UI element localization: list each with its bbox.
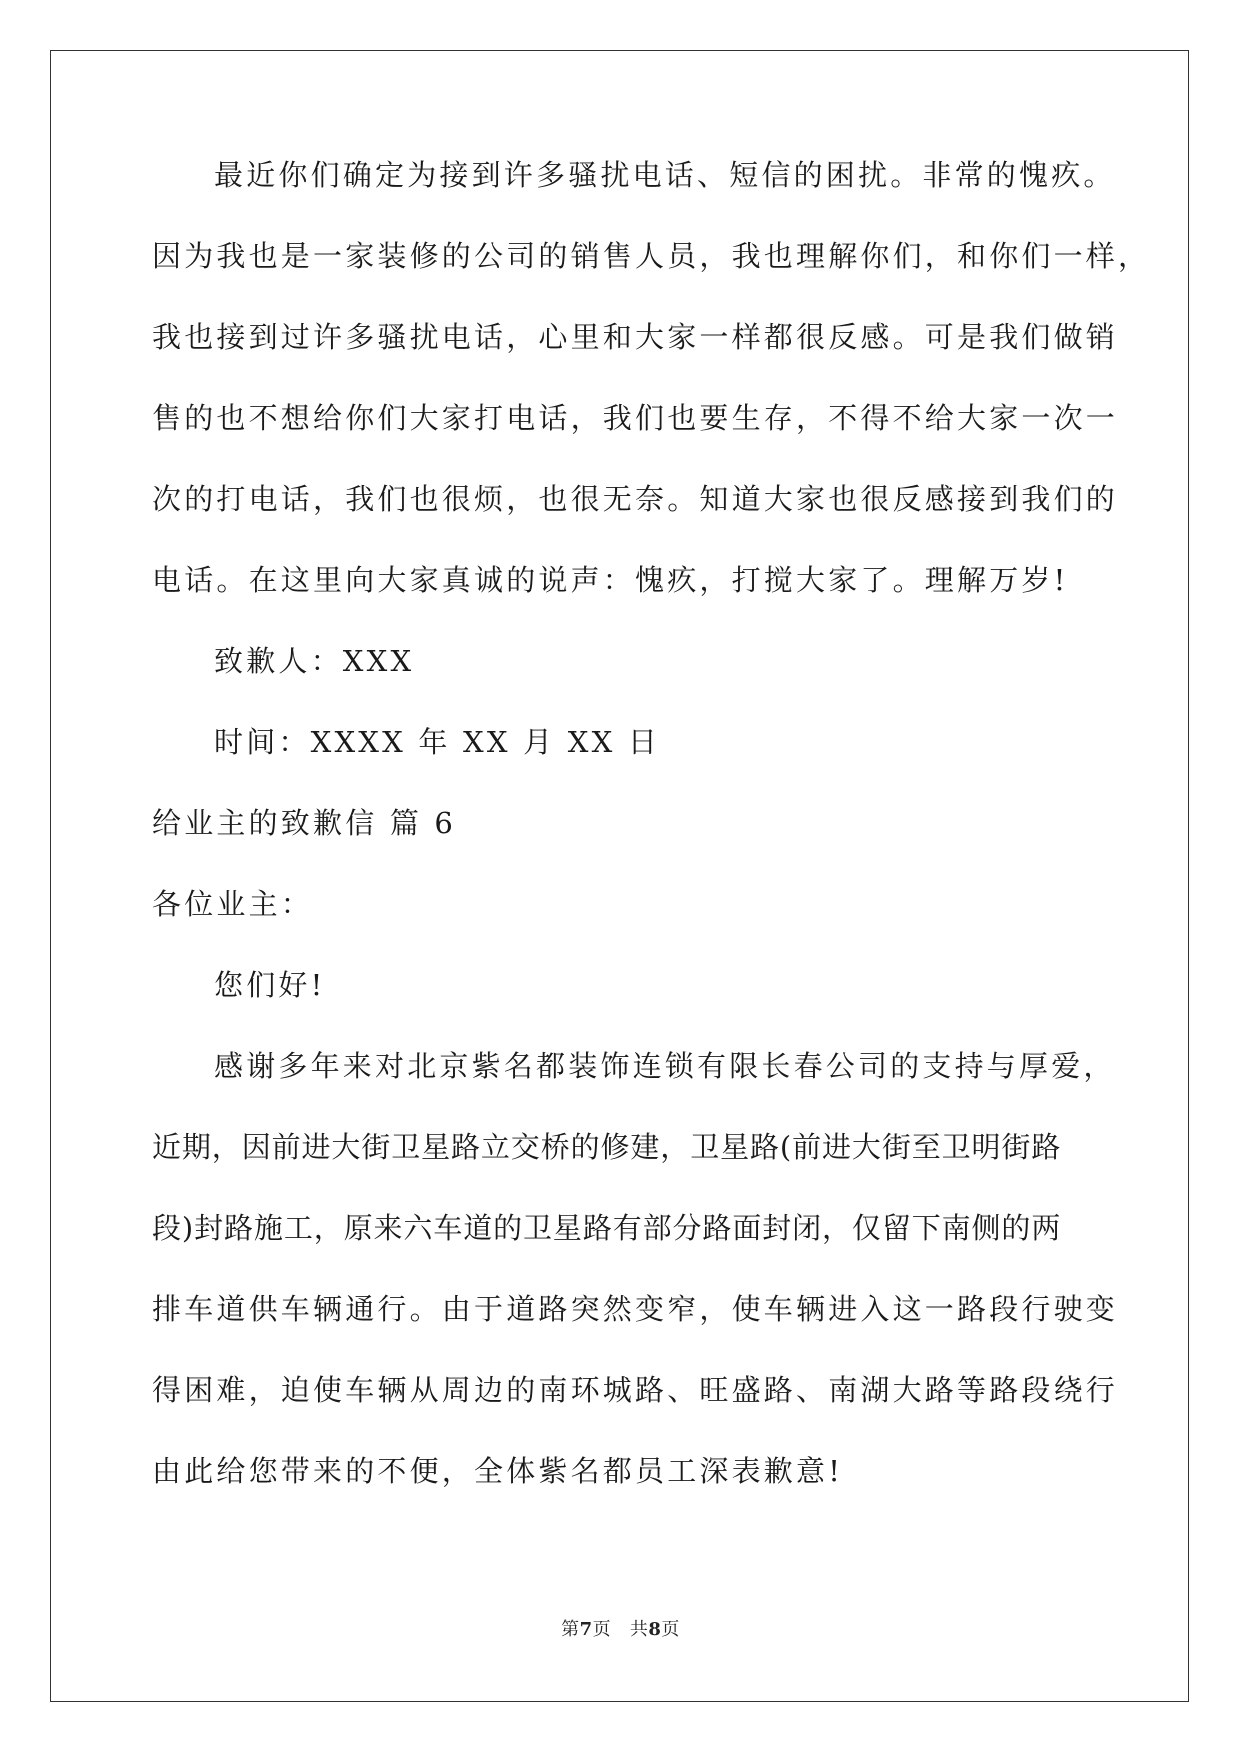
body-line: 得困难，迫使车辆从周边的南环城路、旺盛路、南湖大路等路段绕行 [152, 1373, 1119, 1407]
salutation: 各位业主： [152, 887, 314, 921]
section-heading: 给业主的致歉信 篇 6 [152, 806, 457, 840]
page-prefix: 第 [561, 1619, 580, 1640]
total-suffix: 页 [661, 1619, 680, 1640]
body-line: 感谢多年来对北京紫名都装饰连锁有限长春公司的支持与厚爱， [214, 1049, 1116, 1083]
body-line: 段)封路施工，原来六车道的卫星路有部分路面封闭，仅留下南侧的两 [152, 1211, 1062, 1245]
total-prefix: 共 [629, 1619, 649, 1640]
body-line: 售的也不想给你们大家打电话，我们也要生存，不得不给大家一次一 [152, 401, 1119, 435]
greeting: 您们好! [214, 968, 326, 1002]
current-page-number: 7 [579, 1619, 593, 1640]
body-line: 由此给您带来的不便，全体紫名都员工深表歉意! [152, 1454, 844, 1488]
body-line: 电话。在这里向大家真诚的说声：愧疚，打搅大家了。理解万岁! [152, 563, 1069, 597]
page-footer [0, 1615, 1241, 1641]
body-line: 排车道供车辆通行。由于道路突然变窄，使车辆进入这一路段行驶变 [152, 1292, 1119, 1326]
body-line: 最近你们确定为接到许多骚扰电话、短信的困扰。非常的愧疚。 [214, 158, 1116, 192]
page-suffix: 页 [592, 1619, 612, 1640]
date-line: 时间：XXXX 年 XX 月 XX 日 [214, 725, 661, 759]
document-body [152, 155, 1151, 1532]
body-line: 我也接到过许多骚扰电话，心里和大家一样都很反感。可是我们做销 [152, 320, 1119, 354]
body-line: 因为我也是一家装修的公司的销售人员，我也理解你们，和你们一样， [152, 239, 1151, 273]
total-page-number: 8 [648, 1619, 662, 1640]
body-line: 近期，因前进大街卫星路立交桥的修建，卫星路(前进大街至卫明街路 [152, 1130, 1062, 1164]
signature-line: 致歉人：XXX [214, 644, 415, 678]
body-line: 次的打电话，我们也很烦，也很无奈。知道大家也很反感接到我们的 [152, 482, 1119, 516]
